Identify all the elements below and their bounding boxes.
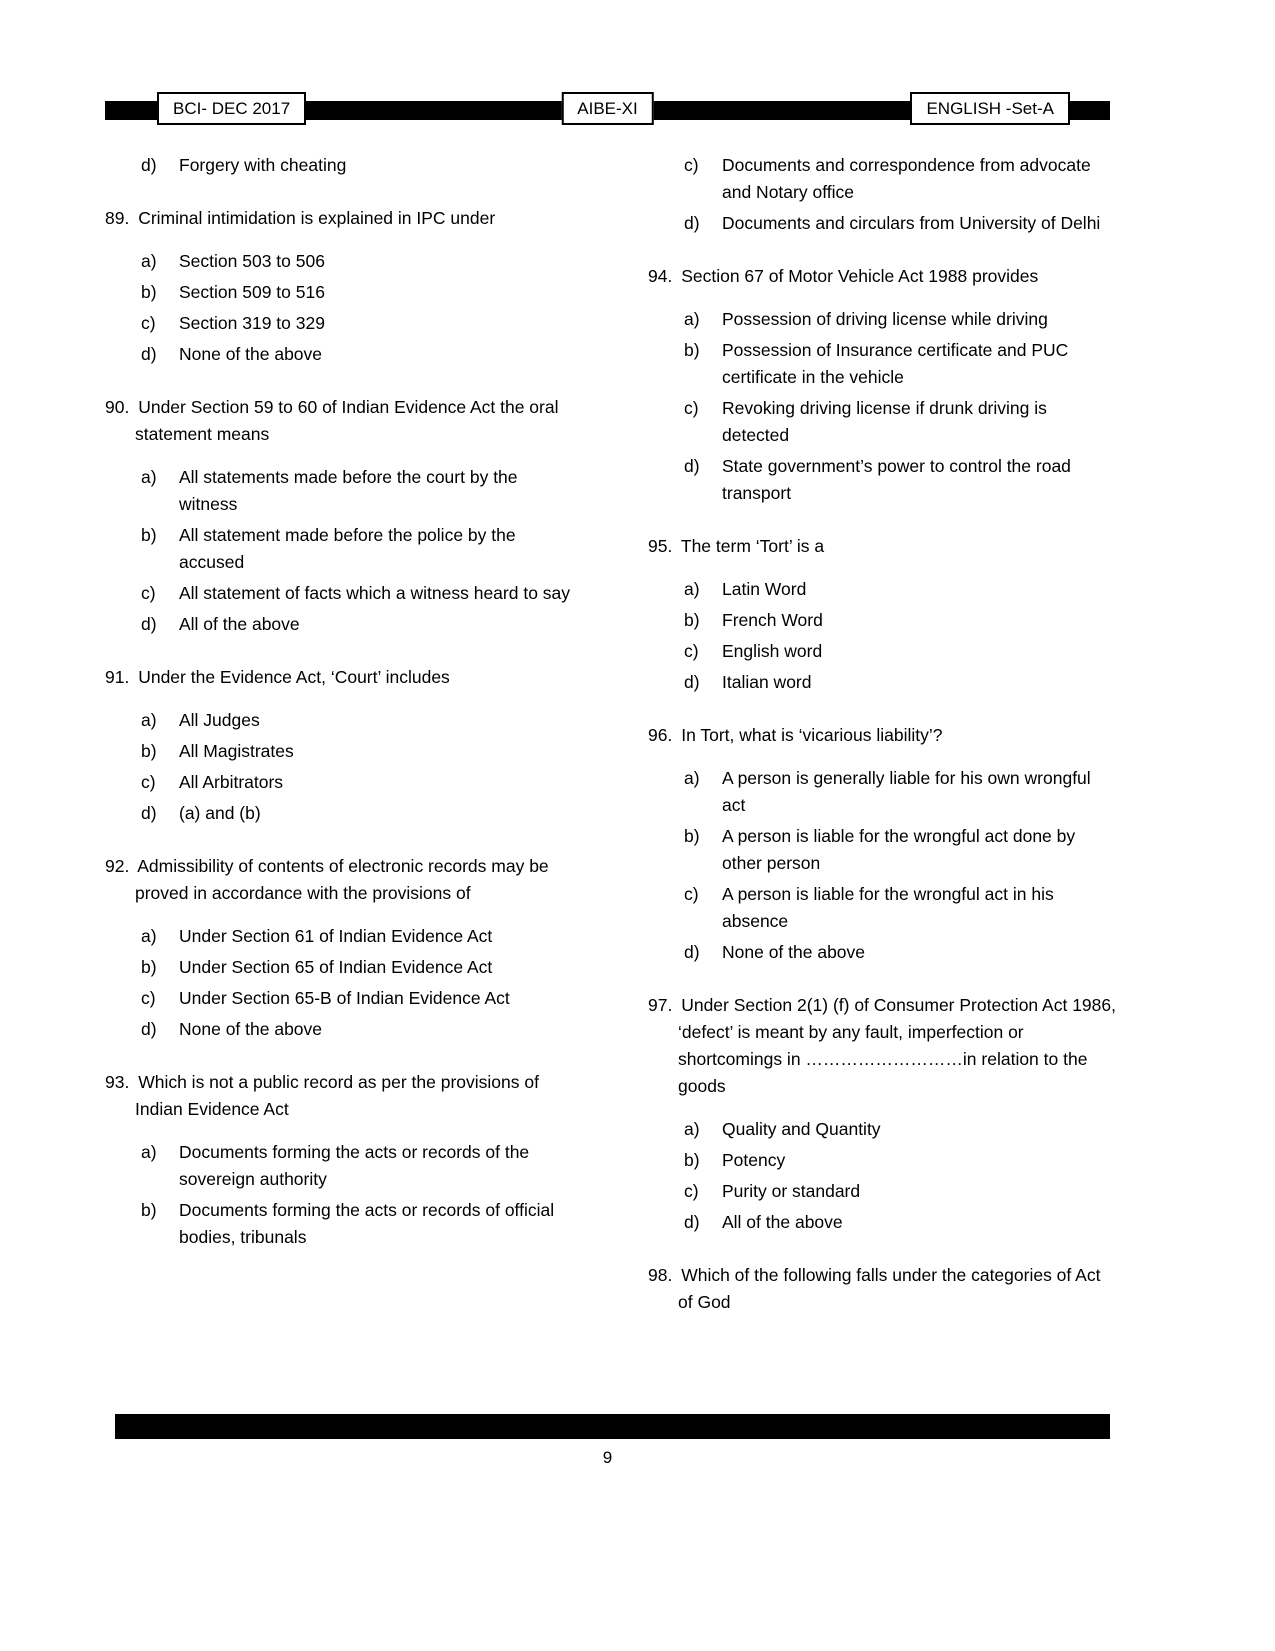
option-row bbox=[684, 823, 1118, 877]
option-text: Documents forming the acts or records of official bodies, tribunals bbox=[179, 1200, 555, 1247]
option-row bbox=[684, 669, 1118, 696]
question-block bbox=[648, 992, 1118, 1236]
option-text: A person is liable for the wrongful act done by other person bbox=[722, 826, 1076, 873]
option-row bbox=[141, 580, 575, 607]
option-text: Section 509 to 516 bbox=[179, 282, 325, 302]
option-row bbox=[141, 923, 575, 950]
option-label: b) bbox=[141, 741, 157, 761]
option-label: a) bbox=[141, 710, 157, 730]
option-text: English word bbox=[722, 641, 823, 661]
option-row bbox=[141, 738, 575, 765]
continued-options-block bbox=[105, 152, 575, 179]
question-text-line bbox=[648, 1262, 1118, 1316]
option-label: c) bbox=[684, 155, 699, 175]
question-block bbox=[105, 205, 575, 368]
option-row bbox=[684, 210, 1118, 237]
option-label: b) bbox=[684, 610, 700, 630]
option-label: a) bbox=[684, 309, 700, 329]
question-number: 95. bbox=[648, 536, 673, 556]
question-number: 94. bbox=[648, 266, 673, 286]
option-row bbox=[684, 939, 1118, 966]
question-text: The term ‘Tort’ is a bbox=[680, 536, 825, 556]
option-text: Under Section 61 of Indian Evidence Act bbox=[179, 926, 493, 946]
question-text: Under Section 2(1) (f) of Consumer Protection Act 1986, ‘defect’ is meant by any fault, imperfection or shortcomings in ………………………in relation to the goods bbox=[678, 995, 1116, 1096]
option-label: d) bbox=[684, 213, 700, 233]
option-row bbox=[141, 707, 575, 734]
option-row bbox=[141, 800, 575, 827]
option-text: A person is generally liable for his own wrongful act bbox=[722, 768, 1091, 815]
option-row bbox=[684, 765, 1118, 819]
option-label: a) bbox=[141, 926, 157, 946]
option-text: Documents forming the acts or records of the sovereign authority bbox=[179, 1142, 530, 1189]
continued-options-block bbox=[648, 152, 1118, 237]
option-row bbox=[684, 1209, 1118, 1236]
question-block bbox=[648, 722, 1118, 966]
question-text: Under the Evidence Act, ‘Court’ includes bbox=[138, 667, 450, 687]
option-label: c) bbox=[141, 583, 156, 603]
option-text: Revoking driving license if drunk driving is detected bbox=[722, 398, 1047, 445]
option-text: All statement of facts which a witness heard to say bbox=[179, 583, 571, 603]
option-row bbox=[141, 464, 575, 518]
option-text: French Word bbox=[722, 610, 823, 630]
option-text: Documents and correspondence from advocate and Notary office bbox=[722, 155, 1091, 202]
question-text-line bbox=[105, 394, 575, 448]
option-text: All Judges bbox=[179, 710, 260, 730]
option-row bbox=[141, 310, 575, 337]
question-block bbox=[105, 853, 575, 1043]
option-label: c) bbox=[141, 772, 156, 792]
question-text-line bbox=[105, 664, 575, 691]
question-text: In Tort, what is ‘vicarious liability’? bbox=[681, 725, 943, 745]
question-number: 91. bbox=[105, 667, 130, 687]
option-text: None of the above bbox=[722, 942, 866, 962]
option-text: Quality and Quantity bbox=[722, 1119, 881, 1139]
option-text: Under Section 65 of Indian Evidence Act bbox=[179, 957, 493, 977]
options-list bbox=[105, 707, 575, 827]
options-list bbox=[105, 1139, 575, 1251]
header-exam-name: AIBE-XI bbox=[561, 92, 653, 125]
option-label: d) bbox=[684, 1212, 700, 1232]
question-block bbox=[648, 533, 1118, 696]
option-row bbox=[684, 337, 1118, 391]
option-text: Potency bbox=[722, 1150, 786, 1170]
option-text: Under Section 65-B of Indian Evidence Act bbox=[179, 988, 510, 1008]
option-row bbox=[141, 248, 575, 275]
option-label: c) bbox=[141, 988, 156, 1008]
option-row bbox=[684, 152, 1118, 206]
question-text-line bbox=[648, 722, 1118, 749]
option-label: c) bbox=[684, 1181, 699, 1201]
option-label: b) bbox=[141, 282, 157, 302]
option-text: Italian word bbox=[722, 672, 812, 692]
options-list bbox=[105, 923, 575, 1043]
question-number: 93. bbox=[105, 1072, 130, 1092]
option-row bbox=[684, 1147, 1118, 1174]
question-number: 98. bbox=[648, 1265, 673, 1285]
header-language-set: ENGLISH -Set-A bbox=[910, 92, 1070, 125]
options-list bbox=[648, 576, 1118, 696]
option-text: All Magistrates bbox=[179, 741, 294, 761]
question-text-line bbox=[648, 533, 1118, 560]
option-text: Latin Word bbox=[722, 579, 807, 599]
question-text-line bbox=[648, 992, 1118, 1100]
option-label: a) bbox=[684, 1119, 700, 1139]
option-label: c) bbox=[684, 398, 699, 418]
question-number: 92. bbox=[105, 856, 130, 876]
question-text-line bbox=[105, 853, 575, 907]
option-label: d) bbox=[141, 344, 157, 364]
option-label: d) bbox=[684, 672, 700, 692]
option-row bbox=[141, 522, 575, 576]
option-row bbox=[141, 279, 575, 306]
left-column bbox=[105, 152, 575, 1277]
option-text: All of the above bbox=[722, 1212, 843, 1232]
option-label: a) bbox=[141, 251, 157, 271]
option-label: d) bbox=[141, 803, 157, 823]
option-text: None of the above bbox=[179, 344, 323, 364]
option-label: b) bbox=[141, 1200, 157, 1220]
option-row bbox=[141, 1139, 575, 1193]
question-block bbox=[648, 263, 1118, 507]
option-label: c) bbox=[141, 313, 156, 333]
footer-black-bar bbox=[115, 1414, 1110, 1439]
question-text: Which of the following falls under the categories of Act of God bbox=[678, 1265, 1101, 1312]
option-row bbox=[684, 453, 1118, 507]
option-text: (a) and (b) bbox=[179, 803, 261, 823]
option-row bbox=[141, 1016, 575, 1043]
question-block bbox=[648, 1262, 1118, 1316]
option-row bbox=[684, 881, 1118, 935]
question-text-line bbox=[105, 1069, 575, 1123]
option-text: Possession of driving license while driving bbox=[722, 309, 1048, 329]
options-list bbox=[648, 152, 1118, 237]
option-label: a) bbox=[141, 1142, 157, 1162]
question-text-line bbox=[648, 263, 1118, 290]
question-text: Under Section 59 to 60 of Indian Evidence Act the oral statement means bbox=[135, 397, 559, 444]
question-block bbox=[105, 394, 575, 638]
option-text: Section 503 to 506 bbox=[179, 251, 325, 271]
option-row bbox=[141, 769, 575, 796]
option-row bbox=[684, 607, 1118, 634]
option-label: d) bbox=[141, 614, 157, 634]
option-text: None of the above bbox=[179, 1019, 323, 1039]
option-label: b) bbox=[684, 340, 700, 360]
question-text-line bbox=[105, 205, 575, 232]
option-label: a) bbox=[684, 579, 700, 599]
page-number: 9 bbox=[602, 1448, 613, 1467]
option-text: All of the above bbox=[179, 614, 300, 634]
options-list bbox=[105, 248, 575, 368]
option-row bbox=[141, 611, 575, 638]
option-row bbox=[141, 152, 575, 179]
question-number: 97. bbox=[648, 995, 673, 1015]
option-row bbox=[141, 1197, 575, 1251]
option-text: Possession of Insurance certificate and PUC certificate in the vehicle bbox=[722, 340, 1069, 387]
option-label: d) bbox=[141, 1019, 157, 1039]
option-row bbox=[141, 954, 575, 981]
option-row bbox=[684, 395, 1118, 449]
option-text: Section 319 to 329 bbox=[179, 313, 325, 333]
option-row bbox=[684, 576, 1118, 603]
option-label: a) bbox=[684, 768, 700, 788]
option-label: b) bbox=[141, 525, 157, 545]
option-text: Documents and circulars from University of Delhi bbox=[722, 213, 1101, 233]
option-row bbox=[684, 306, 1118, 333]
option-label: d) bbox=[684, 456, 700, 476]
option-label: c) bbox=[684, 884, 699, 904]
option-label: c) bbox=[684, 641, 699, 661]
option-text: State government’s power to control the road transport bbox=[722, 456, 1071, 503]
options-list bbox=[648, 765, 1118, 966]
option-text: Purity or standard bbox=[722, 1181, 861, 1201]
option-label: d) bbox=[684, 942, 700, 962]
option-row bbox=[684, 638, 1118, 665]
option-label: b) bbox=[141, 957, 157, 977]
header-exam-session: BCI- DEC 2017 bbox=[157, 92, 306, 125]
question-number: 96. bbox=[648, 725, 673, 745]
option-label: b) bbox=[684, 826, 700, 846]
option-text: All statements made before the court by the witness bbox=[179, 467, 518, 514]
question-block bbox=[105, 1069, 575, 1251]
question-number: 90. bbox=[105, 397, 130, 417]
option-row bbox=[141, 341, 575, 368]
options-list bbox=[648, 306, 1118, 507]
question-number: 89. bbox=[105, 208, 130, 228]
question-text: Admissibility of contents of electronic records may be proved in accordance with the provisions of bbox=[135, 856, 549, 903]
options-list bbox=[648, 1116, 1118, 1236]
right-column bbox=[648, 152, 1118, 1342]
option-row bbox=[684, 1116, 1118, 1143]
options-list bbox=[105, 152, 575, 179]
question-text: Section 67 of Motor Vehicle Act 1988 provides bbox=[681, 266, 1039, 286]
option-text: All statement made before the police by the accused bbox=[179, 525, 516, 572]
option-row bbox=[684, 1178, 1118, 1205]
question-text: Which is not a public record as per the provisions of Indian Evidence Act bbox=[135, 1072, 539, 1119]
question-text: Criminal intimidation is explained in IPC under bbox=[138, 208, 496, 228]
page-header bbox=[105, 92, 1110, 128]
option-label: b) bbox=[684, 1150, 700, 1170]
option-label: d) bbox=[141, 155, 157, 175]
options-list bbox=[105, 464, 575, 638]
option-label: a) bbox=[141, 467, 157, 487]
option-text: All Arbitrators bbox=[179, 772, 284, 792]
option-row bbox=[141, 985, 575, 1012]
option-text: A person is liable for the wrongful act in his absence bbox=[722, 884, 1054, 931]
question-block bbox=[105, 664, 575, 827]
option-text: Forgery with cheating bbox=[179, 155, 347, 175]
